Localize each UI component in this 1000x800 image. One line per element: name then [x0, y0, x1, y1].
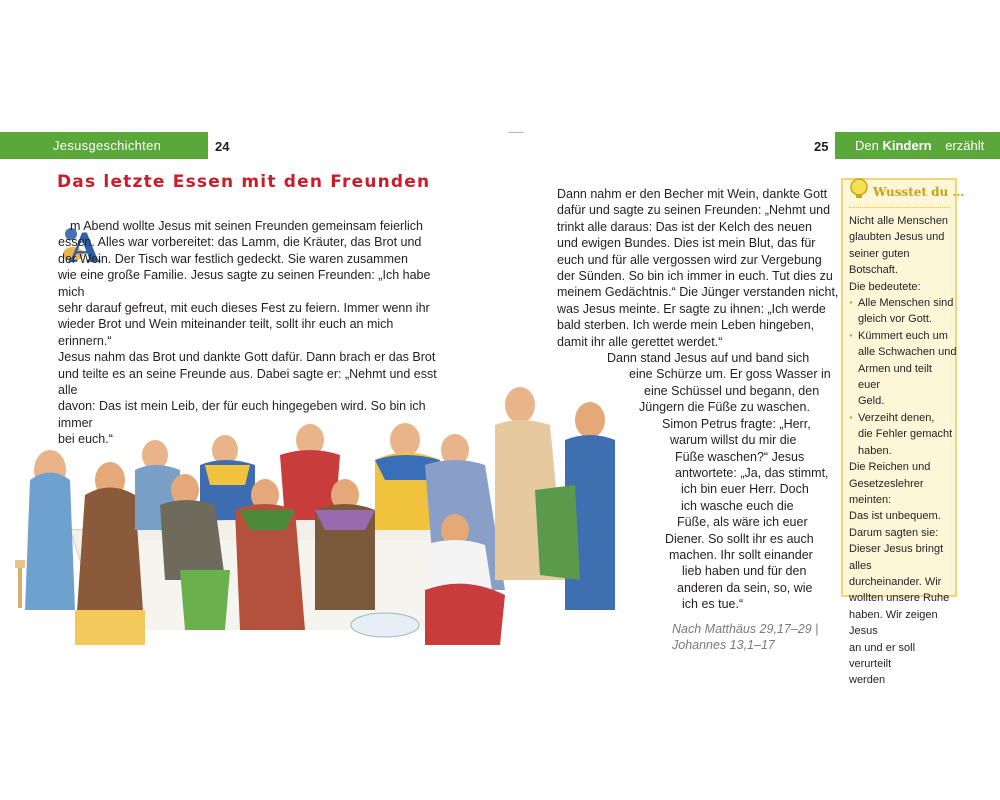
fact-box-line: alle Schwachen und — [858, 346, 957, 359]
fact-box-bullet: · Kümmert euch um — [849, 328, 957, 344]
fact-box — [841, 178, 965, 687]
page-title: Das letzte Essen mit den Freunden — [57, 172, 431, 192]
fact-box-line: die Fehler gemacht — [858, 428, 953, 441]
story-line-right: was Jesus meinte. Er sagte zu ihnen: „Ich werde — [557, 301, 826, 316]
fact-box-line: Dieser Jesus bringt alles — [849, 543, 944, 572]
fact-box-divider — [849, 207, 949, 208]
fact-box-line: Darum sagten sie: — [849, 526, 939, 539]
header-bar-right — [835, 132, 1000, 159]
story-line-right: Füße, als wäre ich euer — [677, 515, 808, 530]
section-label-right — [835, 138, 984, 153]
story-line-left: davon: Das ist mein Leib, der für euch hingegeben wird. So bin ich immer — [58, 399, 426, 430]
story-line-left: wie eine große Familie. Jesus sagte zu seinen Freunden: „Ich habe mich — [58, 268, 431, 299]
fact-box-title: Wusstet du … — [873, 185, 965, 199]
story-line-right: machen. Ihr sollt einander — [669, 547, 813, 562]
story-line-left: und teilte es an seine Freunde aus. Dabei sagte er: „Nehmt und esst alle — [58, 366, 437, 398]
fact-box-line: an und er soll verurteilt — [849, 641, 916, 670]
story-line-right: Diener. So sollt ihr es auch — [665, 531, 814, 546]
fact-box-bullet: · Verzeiht denen, — [849, 410, 957, 426]
bible-source: Johannes 13,1–17 — [672, 637, 775, 652]
fact-box-line: Die Reichen und — [849, 461, 931, 474]
story-line-right: eine Schüssel und begann, den — [644, 383, 820, 398]
stool — [15, 560, 25, 608]
story-line-right: ich es tue.“ — [682, 597, 744, 612]
story-line-right: Dann stand Jesus auf und band sich — [607, 351, 810, 366]
section-label-right-post: erzählt — [941, 138, 985, 153]
bible-source: Nach Matthäus 29,17–29 | — [672, 621, 819, 636]
page-number-left: 24 — [215, 139, 230, 154]
fact-box-line: haben. — [858, 444, 892, 457]
section-label-right-bold: Kindern — [882, 138, 932, 153]
fact-box-line: Gesetzeslehrer meinten: — [849, 477, 924, 506]
story-line-right: bald sterben. Ich werde mein Leben hingeben, — [557, 318, 815, 333]
page-number-right: 25 — [814, 139, 829, 154]
story-line-left: Jesus nahm das Brot und dankte Gott dafür. Dann brach er das Brot — [58, 350, 436, 365]
lightbulb-icon — [847, 176, 871, 200]
fact-box-line: Geld. — [858, 395, 885, 408]
fact-box-line: haben. Wir zeigen Jesus — [849, 608, 938, 638]
story-line-right: und ewigen Bundes. Dies ist mein Blut, das für — [557, 236, 816, 251]
fact-box-line: Nicht alle Menschen — [849, 215, 949, 227]
fact-box-line: wollten unsere Ruhe — [849, 592, 950, 605]
fact-box-line: seiner guten Botschaft. — [849, 247, 910, 277]
story-line-right: lieb haben und für den — [682, 564, 807, 579]
last-supper-illustration — [15, 380, 615, 660]
fact-box-line: durcheinander. Wir — [849, 575, 942, 588]
story-line-right: trinkt alle daraus: Das ist der Kelch des neuen — [557, 219, 812, 234]
story-line-left: wieder Brot und Wein miteinander teilt, sollt ihr euch an mich erinnern.“ — [58, 317, 394, 348]
story-line-right: ich bin euer Herr. Doch — [681, 482, 809, 497]
story-line-right: der Sünden. So bin ich immer in euch. Tut dies zu — [557, 269, 833, 284]
story-line-right: antwortete: „Ja, das stimmt, — [675, 465, 829, 480]
story-line-right: Simon Petrus fragte: „Herr, — [662, 416, 811, 431]
story-line-right: warum willst du mir die — [670, 433, 797, 448]
header-bar-left — [0, 132, 208, 159]
fact-box-line: Das ist unbequem. — [849, 510, 941, 523]
story-line-right: Füße waschen?“ Jesus — [675, 449, 805, 464]
story-line-left: bei euch.“ — [58, 432, 113, 447]
story-line-right: dafür und sagte zu seinen Freunden: „Nehmt und — [557, 203, 831, 218]
fact-box-line: gleich vor Gott. — [858, 313, 932, 326]
fact-box-line: glaubten Jesus und — [849, 231, 945, 244]
disciple-figures — [25, 387, 615, 645]
fact-box-line: Armen und teilt euer — [858, 362, 932, 392]
fact-box-text — [849, 213, 957, 689]
story-line-right: Jüngern die Füße zu waschen. — [639, 400, 810, 415]
story-line-right: damit ihr alle gerettet werdet.“ — [557, 334, 723, 349]
fact-box-line: werden — [849, 674, 886, 687]
fact-box-line: Die bedeutete: — [849, 280, 921, 293]
fact-box-bullet: · Alle Menschen sind — [849, 295, 957, 311]
story-line-left: essen. Alles war vorbereitet: das Lamm, die Kräuter, das Brot und — [58, 235, 422, 250]
story-line-right: ich wasche euch die — [681, 498, 794, 513]
story-line-left: der Wein. Der Tisch war festlich gedeckt. Sie waren zusammen — [58, 251, 408, 266]
story-line-right: meinem Gedächtnis.“ Die Jünger verstanden nicht, — [557, 285, 839, 300]
story-line-right: anderen da sein, so, wie — [677, 580, 813, 595]
section-label-right-pre: Den — [855, 138, 883, 153]
story-line-right: Dann nahm er den Becher mit Wein, dankte Gott — [557, 187, 828, 201]
wash-basin — [351, 613, 419, 637]
story-line-left: m Abend wollte Jesus mit seinen Freunden gemeinsam feierlich — [70, 219, 423, 233]
section-label-left: Jesusgeschichten — [53, 138, 162, 153]
story-line-right: eine Schürze um. Er goss Wasser in — [629, 367, 831, 382]
page-fold — [508, 132, 524, 133]
dropcap-letter: A — [69, 225, 101, 264]
story-line-right: euch und für alle vergossen wird zur Vergebung — [557, 252, 822, 267]
story-line-left: sehr darauf gefreut, mit euch dieses Fest zu feiern. Immer wenn ihr — [58, 301, 430, 316]
